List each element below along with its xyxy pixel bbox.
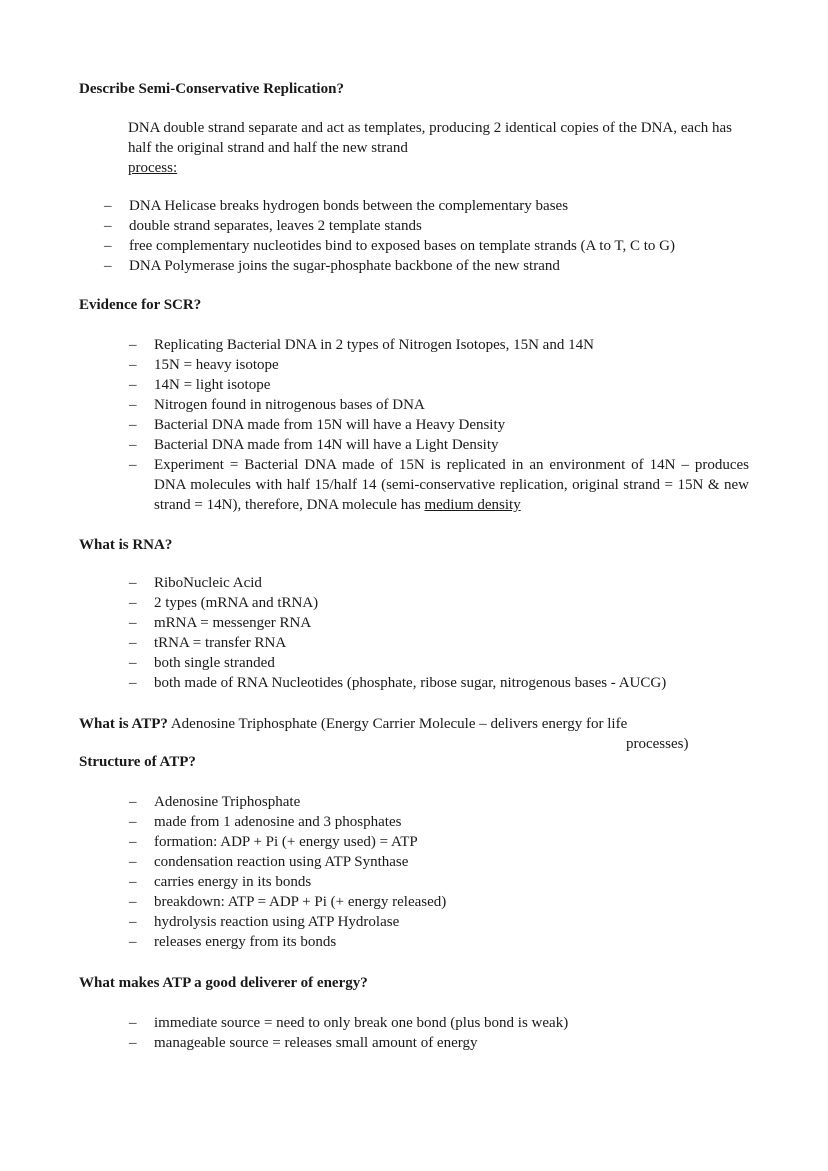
- list-item-text: immediate source = need to only break one bond (plus bond is weak): [154, 1015, 569, 1031]
- rna-list: [129, 573, 774, 693]
- list-item-text: condensation reaction using ATP Synthase: [154, 854, 409, 870]
- dash-bullet: –: [129, 595, 137, 611]
- list-item-text: formation: ADP + Pi (+ energy used) = ATP: [154, 834, 418, 850]
- dash-bullet: –: [129, 635, 137, 651]
- list-item-text: Replicating Bacterial DNA in 2 types of Nitrogen Isotopes, 15N and 14N: [154, 337, 594, 353]
- list-item: [129, 415, 749, 435]
- list-item-text: DNA Polymerase joins the sugar-phosphate backbone of the new strand: [129, 258, 560, 274]
- heading-rna: What is RNA?: [79, 537, 173, 553]
- dash-bullet: –: [129, 1035, 137, 1051]
- heading-atp-good: What makes ATP a good deliverer of energy?: [79, 975, 368, 991]
- list-item: [129, 573, 774, 593]
- scr-intro-text: DNA double strand separate and act as templates, producing 2 identical copies of the DNA, each has half the original strand and half the new strand: [128, 120, 732, 156]
- list-item-text: 2 types (mRNA and tRNA): [154, 595, 319, 611]
- dash-bullet: –: [129, 814, 137, 830]
- process-label: process:: [128, 160, 178, 176]
- dash-bullet: –: [129, 457, 137, 473]
- list-item-text: Nitrogen found in nitrogenous bases of DNA: [154, 397, 425, 413]
- list-item-text: manageable source = releases small amount of energy: [154, 1035, 478, 1051]
- dash-bullet: –: [129, 397, 137, 413]
- list-item-text: breakdown: ATP = ADP + Pi (+ energy released): [154, 894, 447, 910]
- scr-process-list: [104, 196, 769, 276]
- list-item-text: hydrolysis reaction using ATP Hydrolase: [154, 914, 400, 930]
- dash-bullet: –: [129, 854, 137, 870]
- atp-definition: [79, 714, 699, 734]
- atp-good-list: [129, 1013, 754, 1053]
- evidence-list: [129, 335, 749, 515]
- dash-bullet: –: [104, 218, 112, 234]
- experiment-text: Experiment = Bacterial DNA made of 15N is replicated in an environment of 14N – produces DNA molecules with half 15/half 14 (semi-conservative replication, original strand = 15N & new strand = 14N), therefore, DNA molecule has: [154, 457, 749, 513]
- dash-bullet: –: [129, 675, 137, 691]
- dash-bullet: –: [129, 914, 137, 930]
- list-item: [129, 435, 749, 455]
- dash-bullet: –: [129, 337, 137, 353]
- list-item: [129, 335, 749, 355]
- list-item-text: 15N = heavy isotope: [154, 357, 279, 373]
- dash-bullet: –: [104, 258, 112, 274]
- list-item-text: releases energy from its bonds: [154, 934, 337, 950]
- list-item: [104, 256, 769, 276]
- list-item-text: Bacterial DNA made from 14N will have a Light Density: [154, 437, 499, 453]
- list-item: [129, 355, 749, 375]
- list-item: [129, 395, 749, 415]
- dash-bullet: –: [129, 357, 137, 373]
- dash-bullet: –: [129, 655, 137, 671]
- list-item: [129, 1013, 754, 1033]
- dash-bullet: –: [129, 615, 137, 631]
- list-item: [129, 912, 754, 932]
- list-item: [129, 932, 754, 952]
- list-item: [129, 653, 774, 673]
- list-item: [129, 832, 754, 852]
- list-item-text: tRNA = transfer RNA: [154, 635, 287, 651]
- list-item: [129, 375, 749, 395]
- list-item-text: double strand separates, leaves 2 template stands: [129, 218, 422, 234]
- list-item-text: made from 1 adenosine and 3 phosphates: [154, 814, 402, 830]
- dash-bullet: –: [129, 894, 137, 910]
- dash-bullet: –: [129, 834, 137, 850]
- dash-bullet: –: [104, 198, 112, 214]
- atp-answer: Adenosine Triphosphate (Energy Carrier Molecule – delivers energy for life: [170, 716, 628, 732]
- dash-bullet: –: [129, 377, 137, 393]
- dash-bullet: –: [104, 238, 112, 254]
- dash-bullet: –: [129, 575, 137, 591]
- dash-bullet: –: [129, 437, 137, 453]
- heading-evidence: Evidence for SCR?: [79, 297, 202, 313]
- list-item: [129, 812, 754, 832]
- list-item: [129, 613, 774, 633]
- list-item: [129, 872, 754, 892]
- list-item-text: free complementary nucleotides bind to exposed bases on template strands (A to T, C to G): [129, 238, 675, 254]
- list-item: [129, 593, 774, 613]
- scr-intro: [128, 118, 748, 178]
- atp-structure-list: [129, 792, 754, 952]
- list-item-text: carries energy in its bonds: [154, 874, 312, 890]
- list-item: [129, 792, 754, 812]
- list-item: [129, 852, 754, 872]
- list-item-text: RiboNucleic Acid: [154, 575, 262, 591]
- list-item: [129, 1033, 754, 1053]
- dash-bullet: –: [129, 874, 137, 890]
- list-item: [129, 633, 774, 653]
- atp-answer-continued: processes): [626, 736, 689, 752]
- dash-bullet: –: [129, 1015, 137, 1031]
- list-item-text: 14N = light isotope: [154, 377, 271, 393]
- atp-question: What is ATP?: [79, 716, 168, 732]
- heading-atp-structure: Structure of ATP?: [79, 754, 196, 770]
- list-item: [104, 236, 769, 256]
- dash-bullet: –: [129, 417, 137, 433]
- list-item-text: Bacterial DNA made from 15N will have a Heavy Density: [154, 417, 506, 433]
- list-item-text: both made of RNA Nucleotides (phosphate, ribose sugar, nitrogenous bases - AUCG): [154, 675, 667, 691]
- dash-bullet: –: [129, 794, 137, 810]
- dash-bullet: –: [129, 934, 137, 950]
- list-item: [104, 196, 769, 216]
- heading-scr: Describe Semi-Conservative Replication?: [79, 81, 344, 97]
- list-item-text: both single stranded: [154, 655, 275, 671]
- experiment-underlined: medium density: [424, 497, 521, 513]
- list-item-text: Adenosine Triphosphate: [154, 794, 301, 810]
- list-item-text: DNA Helicase breaks hydrogen bonds between the complementary bases: [129, 198, 569, 214]
- list-item: [129, 673, 774, 693]
- list-item-text: mRNA = messenger RNA: [154, 615, 312, 631]
- list-item: [129, 892, 754, 912]
- list-item: [104, 216, 769, 236]
- list-item-experiment: [129, 455, 749, 515]
